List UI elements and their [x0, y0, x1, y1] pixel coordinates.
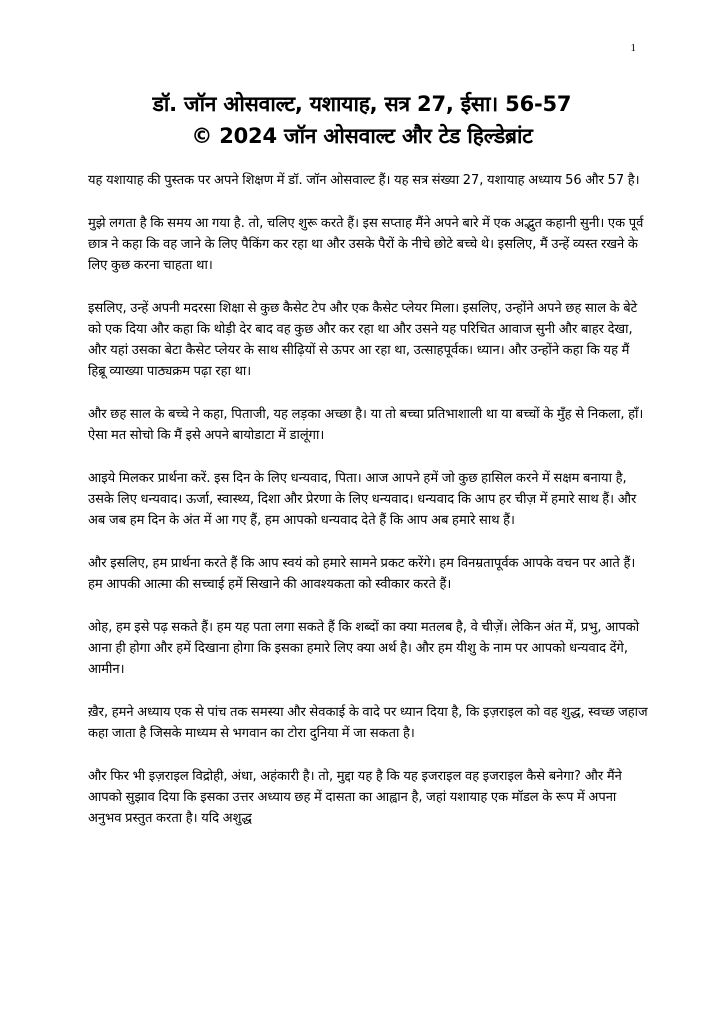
paragraph: ओह, हम इसे पढ़ सकते हैं। हम यह पता लगा सकते हैं कि शब्दों का क्या मतलब है, वे चीज़ें। लेकिन अंत में, प्रभु, आपको आना ही होगा और हमें दिखाना होगा कि इसका हमारे लिए क्या अर्थ है। और हम यीशु के नाम पर आपको धन्यवाद देंगे, आमीन।	[88, 620, 640, 677]
paragraph: यह यशायाह की पुस्तक पर अपने शिक्षण में डॉ. जॉन ओसवाल्ट हैं। यह सत्र संख्या 27, यशायाह अध्याय 56 और 57 है।	[88, 173, 640, 188]
paragraph: और फिर भी इज़राइल विद्रोही, अंधा, अहंकारी है। तो, मुद्दा यह है कि यह इजराइल वह इजराइल कैसे बनेगा? और मैंने आपको सुझाव दिया कि इसका उत्तर अध्याय छह में दासता का आह्वान है, जहां यशायाह एक मॉडल के रूप में अपना अनुभव प्रस्तुत करता है। यदि अशुद्ध	[88, 769, 622, 826]
paragraph: मुझे लगता है कि समय आ गया है. तो, चलिए शुरू करते हैं। इस सप्ताह मैंने अपने बारे में एक अद्भुत कहानी सुनी। एक पूर्व छात्र ने कहा कि वह जाने के लिए पैकिंग कर रहा था और उसके पैरों के नीचे छोटे बच्चे थे। इसलिए, मैं उन्हें व्यस्त रखने के लिए कुछ करना चाहता था।	[88, 216, 644, 273]
paragraph: और छह साल के बच्चे ने कहा, पिताजी, यह लड़का अच्छा है। या तो बच्चा प्रतिभाशाली था या बच्चों के मुँह से निकला, हाँ। ऐसा मत सोचो कि मैं इसे अपने बायोडाटा में डालूंगा।	[88, 407, 644, 443]
paragraph: इसलिए, उन्हें अपनी मदरसा शिक्षा से कुछ कैसेट टेप और एक कैसेट प्लेयर मिला। इसलिए, उन्होंने अपने छह साल के बेटे को एक दिया और कहा कि थोड़ी देर बाद वह कुछ और कर रहा था और उसने यह परिचित आवाज सुनी और बाहर देखा, और यहां उसका बेटा कैसेट प्लेयर के साथ सीढ़ियों से ऊपर आ रहा था, उत्साहपूर्वक। ध्यान। और उन्होंने कहा कि यह मैं हिब्रू व्याख्या पाठ्यक्रम पढ़ा रहा था।	[88, 301, 638, 379]
paragraph: और इसलिए, हम प्रार्थना करते हैं कि आप स्वयं को हमारे सामने प्रकट करेंगे। हम विनम्रतापूर्वक आपके वचन पर आते हैं। हम आपकी आत्मा की सच्चाई हमें सिखाने की आवश्यकता को स्वीकार करते हैं।	[88, 556, 636, 592]
document-title	[88, 88, 636, 152]
paragraph: ख़ैर, हमने अध्याय एक से पांच तक समस्या और सेवकाई के वादे पर ध्यान दिया है, कि इज़राइल को वह शुद्ध, स्वच्छ जहाज कहा जाता है जिसके माध्यम से भगवान का टोरा दुनिया में जा सकता है।	[88, 705, 648, 741]
title-line-2: © 2024 जॉन ओसवाल्ट और टेड हिल्डेब्रांट	[191, 124, 533, 148]
document-body	[88, 170, 650, 851]
title-line-1: डॉ. जॉन ओसवाल्ट, यशायाह, सत्र 27, ईसा। 56-57	[152, 92, 572, 116]
page-number: 1	[630, 42, 636, 54]
paragraph: आइये मिलकर प्रार्थना करें. इस दिन के लिए धन्यवाद, पिता। आज आपने हमें जो कुछ हासिल करने में सक्षम बनाया है, उसके लिए धन्यवाद। ऊर्जा, स्वास्थ्य, दिशा और प्रेरणा के लिए धन्यवाद। धन्यवाद कि आप हर चीज़ में हमारे साथ हैं। और अब जब हम दिन के अंत में आ गए हैं, हम आपको धन्यवाद देते हैं कि आप अब हमारे साथ हैं।	[88, 471, 637, 528]
